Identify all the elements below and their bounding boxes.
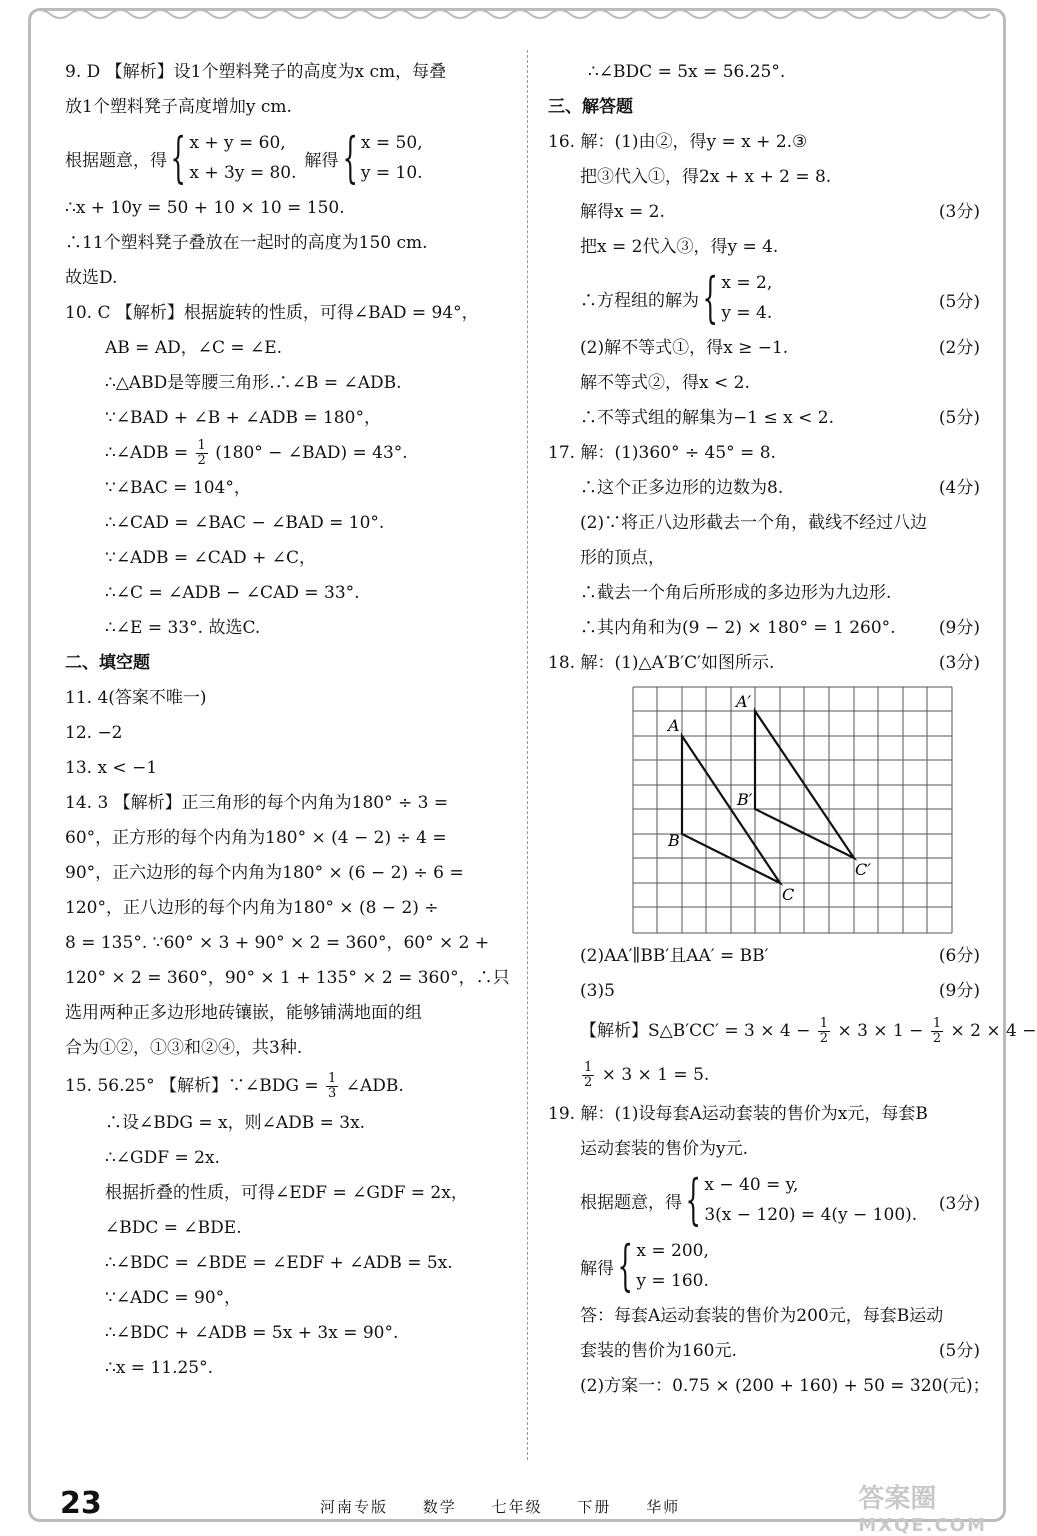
brace-icon: { (341, 126, 358, 189)
q16-l5-text: (2)解不等式①，得x ≥ −1. (580, 338, 789, 358)
left-column (65, 55, 510, 1386)
question-14 (65, 786, 510, 1066)
q16-line-6: 解不等式②，得x < 2. (580, 373, 750, 393)
q9-sol-2: y = 10. (360, 163, 423, 183)
question-18 (548, 646, 1037, 1097)
column-divider (527, 50, 528, 1460)
fraction-numerator: 1 (328, 1071, 337, 1086)
footer-publisher: 华师 (646, 1498, 681, 1516)
question-19 (548, 1097, 990, 1404)
q15-line-4: 根据折叠的性质，可得∠EDF = ∠GDF = 2x， (105, 1183, 468, 1203)
fraction-denominator: 2 (819, 1031, 829, 1046)
q18-line-4 (548, 1009, 1037, 1053)
q9-solve-prefix: 解得 (304, 150, 339, 171)
section-solve-heading: 三、解答题 (548, 97, 633, 117)
fraction-denominator: 3 (328, 1086, 337, 1101)
question-10 (65, 296, 505, 646)
score-mark: (5分) (938, 408, 980, 428)
fraction (326, 1072, 338, 1101)
q16-line-2: 把③代入①，得2x + x + 2 = 8. (580, 167, 832, 187)
q9-line-2: 放1个塑料凳子高度增加y cm. (65, 97, 292, 117)
q18-l4-a: 【解析】S△B′CC′ = 3 × 4 − (580, 1021, 811, 1041)
fraction-numerator: 1 (197, 438, 206, 453)
q14-line-6: 120° × 2 = 360°，90° × 1 + 135° × 2 = 360°，∴只 (65, 968, 510, 988)
q19-sol-1: x = 200, (636, 1241, 709, 1261)
q15-line-5: ∠BDC = ∠BDE. (105, 1218, 242, 1238)
q15-l1-a: 15. 56.25° 【解析】∵∠BDG = (65, 1076, 319, 1096)
q15-line-2: ∴设∠BDG = x，则∠ADB = 3x. (105, 1113, 366, 1133)
q14-line-4: 120°，正八边形的每个内角为180° × (8 − 2) ÷ (65, 898, 439, 918)
q19-equations (704, 1170, 917, 1230)
question-13: 13. x < −1 (65, 758, 158, 778)
question-16 (548, 125, 980, 436)
q17-l2-text: ∴这个正多边形的边数为8. (580, 478, 784, 498)
q15-l1-b: ∠ADB. (345, 1076, 404, 1096)
q9-solution (361, 128, 423, 188)
q9-line-4: ∴11个塑料凳子叠放在一起时的高度为150 cm. (65, 233, 428, 253)
q9-line-5: 故选D. (65, 268, 118, 288)
q9-system (65, 125, 505, 191)
q9-eq-2: x + 3y = 80. (189, 163, 297, 183)
q19-sol-2: y = 160. (636, 1271, 709, 1291)
q14-line-7: 选用两种正多边形地砖镶嵌，能够铺满地面的组 (65, 1003, 422, 1023)
q19-line-3: 答：每套A运动套装的售价为200元，每套B运动 (580, 1306, 944, 1326)
q18-line-3 (548, 974, 980, 1009)
score-mark: (6分) (938, 946, 980, 966)
q16-line-4: 把x = 2代入③，得y = 4. (580, 237, 779, 257)
fraction (582, 1061, 594, 1090)
q15-line-3: ∴∠GDF = 2x. (105, 1148, 220, 1168)
q10-line-10: ∴∠E = 33°. 故选C. (105, 618, 261, 638)
fraction-numerator: 1 (932, 1016, 942, 1031)
q15-line-7: ∵∠ADC = 90°， (105, 1288, 242, 1308)
question-17 (548, 436, 980, 646)
q19-eq-1: x − 40 = y, (704, 1175, 799, 1195)
q18-line-2 (548, 939, 980, 974)
q10-line-1: 10. C 【解析】根据旋转的性质，可得∠BAD = 94°， (65, 303, 479, 323)
q10-line-5 (65, 436, 505, 471)
grid-figure (632, 685, 954, 935)
q18-l1-text: 18. 解：(1)△A′B′C′如图所示. (548, 653, 775, 673)
q9-equations (189, 128, 296, 188)
footer-volume: 下册 (577, 1498, 612, 1516)
q19-solution-system (548, 1233, 980, 1299)
q17-line-3: (2)∵将正八边形截去一个角，截线不经过八边 (580, 513, 928, 533)
q18-l4-b: × 3 × 1 − (837, 1021, 924, 1041)
q19-system (548, 1167, 980, 1233)
question-11: 11. 4(答案不唯一) (65, 688, 207, 708)
q17-line-5: ∴截去一个角后所形成的多边形为九边形. (580, 583, 892, 603)
q19-l4-text: 套装的售价为160元. (580, 1341, 737, 1361)
fraction (196, 439, 208, 468)
q17-line-6 (548, 611, 980, 646)
question-12: 12. −2 (65, 723, 123, 743)
q18-l5-text: × 3 × 1 = 5. (601, 1065, 710, 1085)
q9-sol-1: x = 50, (360, 133, 423, 153)
q19-solve-prefix: 解得 (580, 1258, 614, 1279)
q15-line-9: ∴x = 11.25°. (105, 1358, 214, 1378)
q15-line-8: ∴∠BDC + ∠ADB = 5x + 3x = 90°. (105, 1323, 399, 1343)
q10-line-4: ∵∠BAD + ∠B + ∠ADB = 180°， (105, 408, 381, 428)
q16-line-7 (548, 401, 980, 436)
q19-eq-2: 3(x − 120) = 4(y − 100). (704, 1205, 918, 1225)
q15-line-6: ∴∠BDC = ∠BDE = ∠EDF + ∠ADB = 5x. (105, 1253, 453, 1273)
q19-solution (636, 1236, 709, 1296)
q19-line-1: 19. 解：(1)设每套A运动套装的售价为x元，每套B (548, 1104, 928, 1124)
q10-line-7: ∴∠CAD = ∠BAC − ∠BAD = 10°. (105, 513, 385, 533)
q14-line-5: 8 = 135°. ∵60° × 3 + 90° × 2 = 360°，60° × 2 + (65, 933, 490, 953)
q10-line-3: ∴△ABD是等腰三角形.∴∠B = ∠ADB. (105, 373, 402, 393)
watermark (858, 1478, 987, 1536)
score-mark: (4分) (938, 478, 980, 498)
q9-eq-1: x + y = 60, (189, 133, 286, 153)
q9-line-3: ∴x + 10y = 50 + 10 × 10 = 150. (65, 198, 345, 218)
q14-line-8: 合为①②，①③和②④，共3种. (65, 1038, 303, 1058)
q9-system-prefix: 根据题意，得 (65, 150, 167, 171)
label-c: C (782, 885, 795, 904)
q16-l3-text: 解得x = 2. (580, 202, 665, 222)
footer-edition: 河南专版 (320, 1498, 389, 1516)
q17-l6-text: ∴其内角和为(9 − 2) × 180° = 1 260°. (580, 618, 896, 638)
q9-line-1: 9. D 【解析】设1个塑料凳子的高度为x cm，每叠 (65, 62, 447, 82)
q17-line-2 (548, 471, 980, 506)
brace-icon: { (170, 126, 186, 189)
label-c-prime: C′ (855, 860, 871, 879)
footer-subject: 数学 (422, 1498, 457, 1516)
label-a-prime: A′ (736, 692, 752, 711)
section-fill-blank-heading: 二、填空题 (65, 653, 150, 673)
q10-line-6: ∵∠BAC = 104°， (105, 478, 251, 498)
score-mark: (9分) (938, 981, 980, 1001)
score-mark: (5分) (938, 292, 980, 312)
q16-line-5 (548, 331, 980, 366)
q10-l5-a: ∴∠ADB = (105, 443, 189, 463)
label-b-prime: B′ (737, 790, 753, 809)
q16-solution-system (548, 265, 980, 331)
fraction-denominator: 2 (584, 1075, 593, 1090)
q15-line-1 (65, 1066, 505, 1106)
q18-l3-text: (3)5 (580, 981, 615, 1001)
score-mark: (3分) (938, 202, 980, 222)
brace-icon: { (702, 266, 718, 329)
q19-line-4 (548, 1334, 980, 1369)
score-mark: (5分) (938, 1341, 980, 1361)
fraction-denominator: 2 (197, 453, 206, 468)
page-number: 23 (60, 1486, 102, 1521)
score-mark: (3分) (938, 1194, 980, 1214)
fraction-numerator: 1 (819, 1016, 829, 1031)
fraction-denominator: 2 (932, 1031, 942, 1046)
score-mark: (2分) (938, 338, 980, 358)
q19-line-2: 运动套装的售价为y元. (580, 1139, 749, 1159)
q16-l7-text: ∴不等式组的解集为−1 ≤ x < 2. (580, 408, 834, 428)
q16-line-3 (548, 195, 980, 230)
q18-line-5 (548, 1053, 980, 1097)
brace-icon: { (685, 1168, 701, 1231)
q10-line-9: ∴∠C = ∠ADB − ∠CAD = 33°. (105, 583, 360, 603)
score-mark: (3分) (938, 653, 980, 673)
watermark-title: 答案圈 (858, 1484, 937, 1514)
q16-sol-1: x = 2, (721, 273, 773, 293)
footer-grade: 七年级 (491, 1498, 543, 1516)
q10-line-2: AB = AD，∠C = ∠E. (105, 338, 283, 358)
watermark-url: MXQE.COM (858, 1515, 987, 1536)
footer-info (320, 1496, 708, 1517)
q18-line-1 (548, 646, 980, 681)
q19-system-prefix: 根据题意，得 (580, 1192, 682, 1213)
q10-l5-b: (180° − ∠BAD) = 43°. (215, 443, 408, 463)
q16-sol-2: y = 4. (721, 303, 773, 323)
right-column (548, 55, 1037, 1404)
grid-figure-svg (632, 685, 954, 935)
q15-conclusion: ∴∠BDC = 5x = 56.25°. (588, 62, 786, 82)
label-a: A (668, 716, 680, 735)
q16-solution (721, 268, 772, 328)
q14-line-3: 90°，正六边形的每个内角为180° × (6 − 2) ÷ 6 = (65, 863, 464, 883)
q18-l2-text: (2)AA′∥BB′且AA′ = BB′ (580, 946, 769, 966)
q19-line-5: (2)方案一：0.75 × (200 + 160) + 50 = 320(元)； (580, 1376, 990, 1396)
brace-icon: { (617, 1234, 633, 1297)
q16-line-1: 16. 解：(1)由②，得y = x + 2.③ (548, 132, 808, 152)
fraction (818, 1017, 830, 1046)
q10-line-8: ∵∠ADB = ∠CAD + ∠C， (105, 548, 316, 568)
q18-l4-c: × 2 × 4 − (950, 1021, 1037, 1041)
label-b: B (668, 831, 680, 850)
q14-line-2: 60°，正方形的每个内角为180° × (4 − 2) ÷ 4 = (65, 828, 447, 848)
fraction (931, 1017, 943, 1046)
question-15 (65, 1066, 505, 1386)
score-mark: (9分) (938, 618, 980, 638)
q14-line-1: 14. 3 【解析】正三角形的每个内角为180° ÷ 3 = (65, 793, 449, 813)
q16-system-prefix: ∴方程组的解为 (580, 290, 699, 311)
fraction-numerator: 1 (584, 1060, 593, 1075)
question-9 (65, 55, 505, 296)
q17-line-4: 形的顶点， (580, 548, 665, 568)
q17-line-1: 17. 解：(1)360° ÷ 45° = 8. (548, 443, 776, 463)
